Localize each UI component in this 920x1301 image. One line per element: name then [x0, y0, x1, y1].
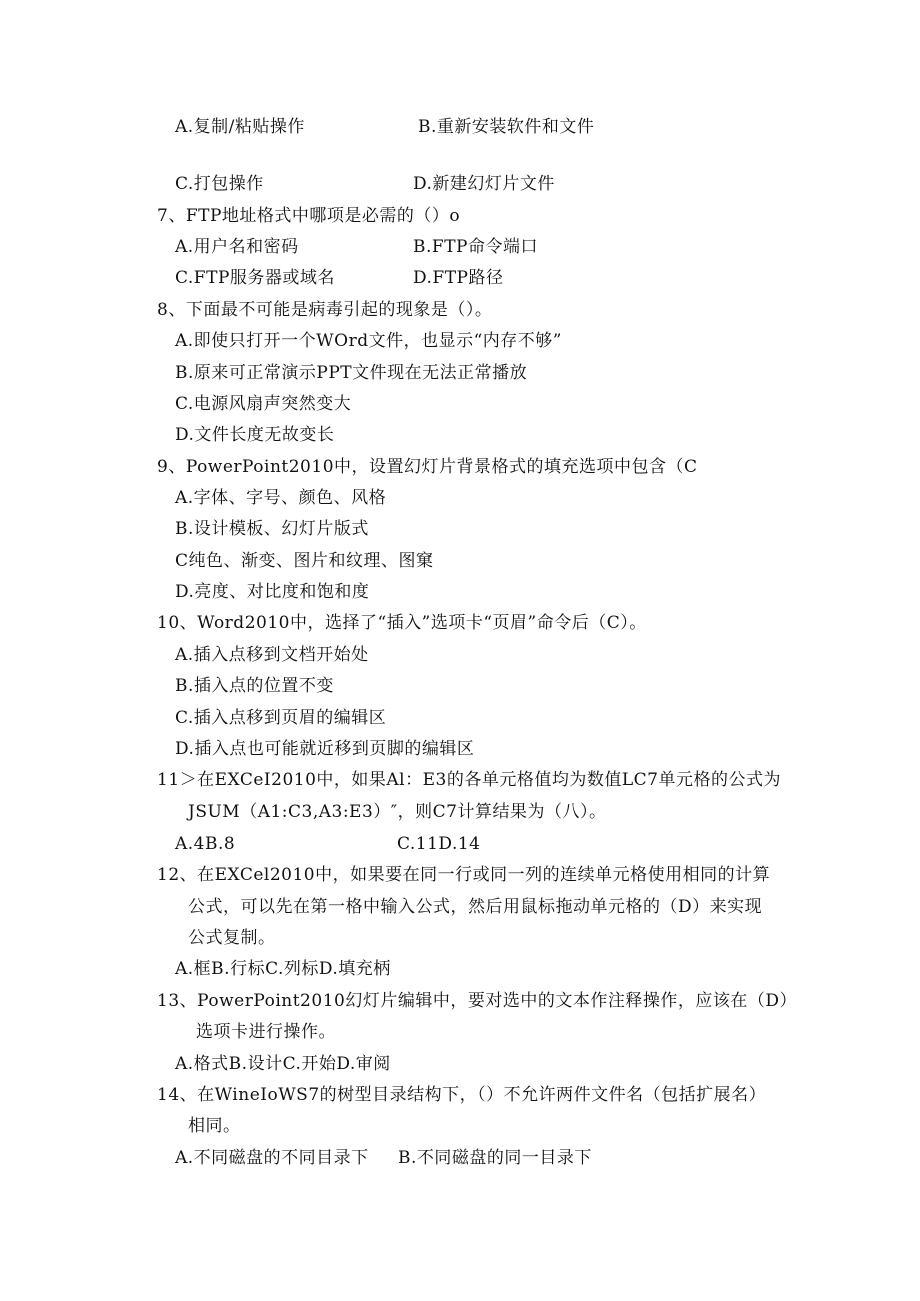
- question-11-cont: JSUM（A1:C3,A3:E3）″，则C7计算结果为（八）。: [188, 802, 607, 822]
- option-10c: C.插入点移到页眉的编辑区: [175, 708, 387, 728]
- question-13-cont: 选项卡进行操作。: [196, 1022, 336, 1042]
- option-11ab: A.4B.8: [175, 834, 236, 854]
- option-8d: D.文件长度无故变长: [175, 425, 335, 445]
- question-13: 13、PowerPoint2010幻灯片编辑中，要对选中的文本作注释操作，应该在（D）: [157, 991, 797, 1011]
- option-8a: A.即使只打开一个WOrd文件，也显示“内存不够”: [175, 331, 562, 351]
- question-9: 9、PowerPoint2010中，设置幻灯片背景格式的填充选项中包含（C: [157, 457, 698, 477]
- question-12-cont-2: 公式复制。: [188, 928, 276, 948]
- question-12: 12、在EXCel2010中，如果要在同一行或同一列的连续单元格使用相同的计算: [157, 865, 771, 885]
- option-14a: A.不同磁盘的不同目录下: [175, 1148, 369, 1168]
- option-5c: C.打包操作: [175, 174, 264, 194]
- option-10a: A.插入点移到文档开始处: [175, 645, 369, 665]
- question-12-cont-1: 公式，可以先在第一格中输入公式，然后用鼠标拖动单元格的（D）来实现: [188, 897, 763, 917]
- option-11cd: C.11D.14: [397, 834, 481, 854]
- option-7a: A.用户名和密码: [175, 237, 299, 257]
- question-10: 10、Word2010中，选择了“插入”选项卡“页眉”命令后（C）。: [157, 613, 647, 633]
- question-14-cont: 相同。: [188, 1116, 241, 1136]
- option-7b: B.FTP命令端口: [413, 237, 538, 257]
- option-5d: D.新建幻灯片文件: [413, 174, 555, 194]
- option-10b: B.插入点的位置不变: [175, 676, 334, 696]
- option-9a: A.字体、字号、颜色、风格: [175, 488, 387, 508]
- option-9b: B.设计模板、幻灯片版式: [175, 519, 369, 539]
- option-9d: D.亮度、对比度和饱和度: [175, 582, 370, 602]
- question-7: 7、FTP地址格式中哪项是必需的（）o: [157, 206, 461, 226]
- option-5a: A.复制/粘贴操作: [175, 117, 305, 137]
- option-7d: D.FTP路径: [413, 268, 504, 288]
- question-11: 11＞在EXCeI2010中，如果Al：E3的各单元格值均为数值LC7单元格的公式为: [157, 770, 781, 790]
- option-9c: C纯色、渐变、图片和纹理、图窠: [175, 551, 434, 571]
- option-7c: C.FTP服务器或域名: [175, 268, 335, 288]
- question-8: 8、下面最不可能是病毒引起的现象是（）。: [157, 300, 493, 320]
- option-13: A.格式B.设计C.开始D.审阅: [175, 1054, 391, 1074]
- option-8b: B.原来可正常演示PPT文件现在无法正常播放: [175, 363, 528, 383]
- option-14b: B.不同磁盘的同一目录下: [398, 1148, 592, 1168]
- option-8c: C.电源风扇声突然变大: [175, 394, 352, 414]
- question-14: 14、在WineIoWS7的树型目录结构下，（）不允许两件文件名（包括扩展名）: [157, 1085, 767, 1105]
- option-10d: D.插入点也可能就近移到页脚的编辑区: [175, 739, 475, 759]
- option-12: A.框B.行标C.列标D.填充柄: [175, 959, 391, 979]
- option-5b: B.重新安装软件和文件: [418, 117, 595, 137]
